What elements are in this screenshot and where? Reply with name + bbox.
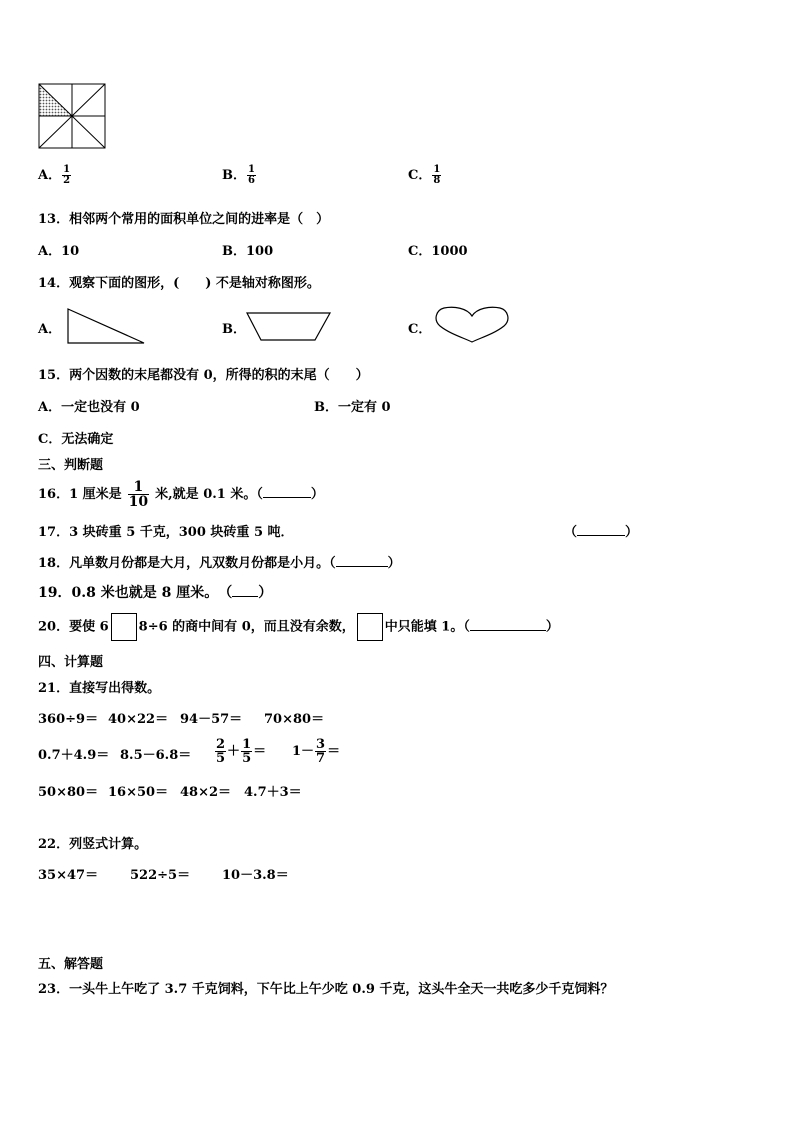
fraction-equation: 1－ $\frac{3}{7}$ ＝: [292, 737, 341, 766]
heart-shape: [434, 306, 510, 344]
answer-blank[interactable]: [232, 586, 258, 597]
equation: 35×47＝: [38, 868, 99, 883]
equation: 40×22＝: [108, 712, 169, 727]
fraction-equation: $\frac{2}{5}$ ＋ $\frac{1}{5}$ ＝: [216, 737, 267, 766]
q12-option-c[interactable]: C． $\frac{1}{8}$: [408, 164, 441, 186]
octant-square-figure: [39, 84, 105, 148]
q15-stem: 15．两个因数的末尾都没有 0，所得的积的末尾（ ）: [38, 368, 369, 383]
answer-blank[interactable]: [577, 525, 625, 536]
equation: 10－3.8＝: [222, 868, 289, 883]
q17-text: 17．3 块砖重 5 千克，300 块砖重 5 吨．: [38, 525, 294, 540]
equation: 70×80＝: [264, 712, 325, 727]
q15-option-a[interactable]: A．一定也没有 0: [38, 400, 140, 415]
equation: 0.7＋4.9＝: [38, 748, 110, 763]
q17-answer: （ ）: [564, 525, 639, 540]
answer-blank[interactable]: [263, 487, 311, 498]
fill-in-box[interactable]: [357, 613, 383, 641]
q16: 16．1 厘米是 $\frac{1}{10}$ 米,就是 0.1 米。（ ）: [38, 479, 324, 510]
fill-in-box[interactable]: [111, 613, 137, 641]
q13-stem: 13．相邻两个常用的面积单位之间的进率是（ ）: [38, 212, 330, 227]
q14-option-c-label[interactable]: C．: [408, 322, 432, 337]
q20: 20．要使 6 8÷6 的商中间有 0，而且没有余数， 中只能填 1。（ ）: [38, 613, 559, 641]
equation: 50×80＝: [38, 785, 99, 800]
fraction: $\frac{1}{10}$: [128, 479, 149, 510]
q13-option-a[interactable]: A．10: [38, 244, 80, 259]
answer-blank[interactable]: [470, 620, 546, 631]
equation: 4.7＋3＝: [244, 785, 302, 800]
q13-option-b[interactable]: B．100: [222, 244, 274, 259]
q18: 18．凡单数月份都是大月，凡双数月份都是小月。（ ）: [38, 556, 401, 571]
q14-stem: 14．观察下面的图形，( ) 不是轴对称图形。: [38, 276, 320, 291]
q15-option-b[interactable]: B．一定有 0: [314, 400, 391, 415]
equation: 522÷5＝: [130, 868, 191, 883]
fraction: $\frac{1}{2}$: [63, 164, 71, 186]
q15-option-c[interactable]: C．无法确定: [38, 432, 114, 447]
section-title-judgment: 三、判断题: [38, 458, 104, 473]
trapezoid-shape: [246, 312, 332, 342]
q22-stem: 22．列竖式计算。: [38, 837, 148, 852]
fraction: $\frac{1}{8}$: [433, 164, 441, 186]
q19: 19．0.8 米也就是 8 厘米。 （ ）: [38, 585, 273, 601]
equation: 8.5－6.8＝: [120, 748, 192, 763]
equation: 360÷9＝: [38, 712, 99, 727]
section-title-word-problems: 五、解答题: [38, 957, 104, 972]
q14-option-a-label[interactable]: A．: [38, 322, 62, 337]
q14-option-b-label[interactable]: B．: [222, 322, 246, 337]
q12-option-a[interactable]: A． $\frac{1}{2}$: [38, 164, 71, 186]
q21-stem: 21．直接写出得数。: [38, 681, 161, 696]
fraction: $\frac{1}{6}$: [248, 164, 255, 186]
right-triangle-shape: [67, 307, 145, 345]
equation: 16×50＝: [108, 785, 169, 800]
equation: 94－57＝: [180, 712, 243, 727]
section-title-calculation: 四、计算题: [38, 655, 104, 670]
equation: 48×2＝: [180, 785, 232, 800]
q12-option-b[interactable]: B． $\frac{1}{6}$: [222, 164, 255, 186]
answer-blank[interactable]: [336, 556, 388, 567]
q23-text: 23．一头牛上午吃了 3.7 千克饲料，下午比上午少吃 0.9 千克，这头牛全天一共吃多少千克饲料？: [38, 982, 614, 997]
q13-option-c[interactable]: C．1000: [408, 244, 468, 259]
